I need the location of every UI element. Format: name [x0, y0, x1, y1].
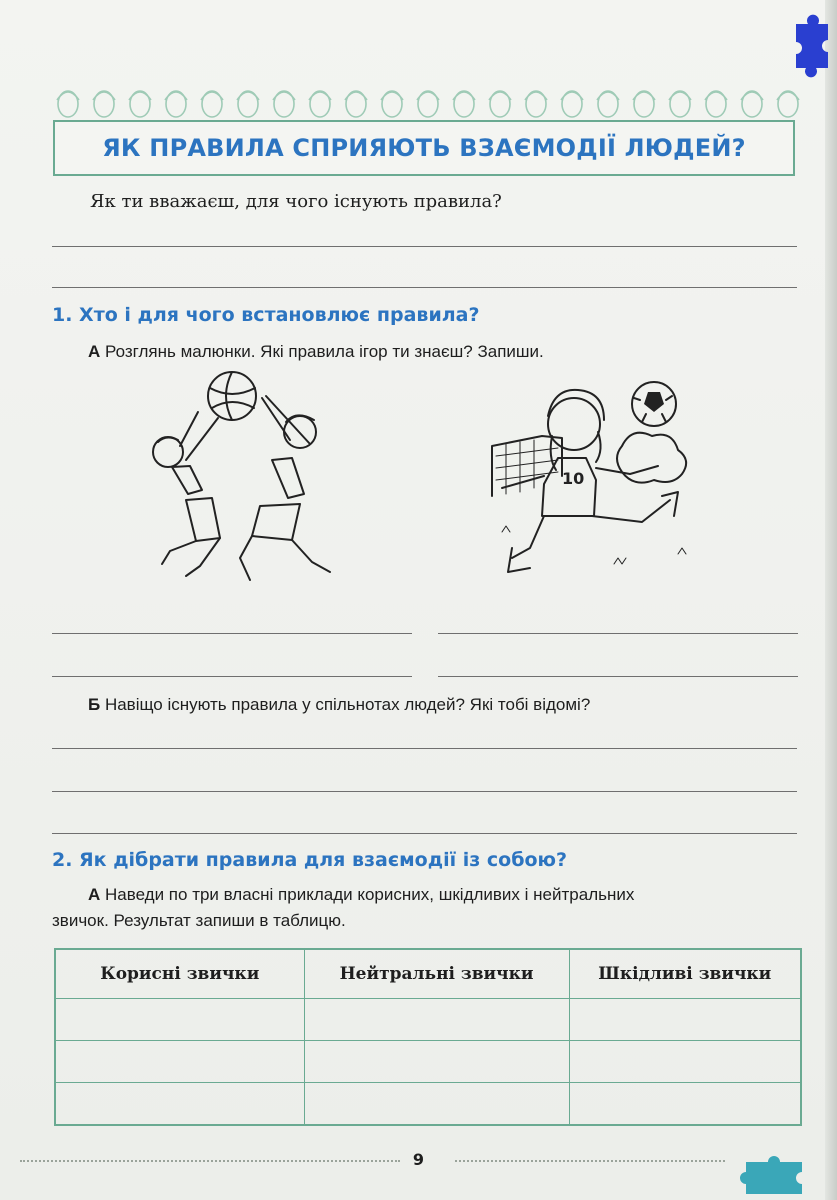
- faces-decoration: [50, 84, 810, 120]
- section1-heading: 1. Хто і для чого встановлює правила?: [52, 304, 480, 326]
- page-edge: [825, 0, 837, 1200]
- face-hair: [273, 92, 295, 100]
- face-hair: [489, 92, 511, 100]
- answer-line-left[interactable]: [52, 676, 412, 677]
- task-letter: А: [88, 342, 101, 361]
- intro-question: Як ти вважаєш, для чого існують правила?: [90, 191, 502, 212]
- page-title: ЯК ПРАВИЛА СПРИЯЮТЬ ВЗАЄМОДІЇ ЛЮДЕЙ?: [102, 134, 746, 162]
- section2-heading: 2. Як дібрати правила для взаємодії із собою?: [52, 849, 568, 871]
- habits-table: [54, 948, 802, 1126]
- table-row: [55, 1083, 801, 1126]
- task-2a-line1: Наведи по три власні приклади корисних, шкідливих і нейтральних: [105, 885, 635, 904]
- table-cell[interactable]: [304, 999, 569, 1041]
- face-hair: [453, 92, 475, 100]
- table-cell[interactable]: [569, 1083, 801, 1126]
- answer-line-left[interactable]: [52, 633, 412, 634]
- header-neutral-habits: Нейтральні звички: [304, 949, 569, 999]
- face-hair: [129, 92, 151, 100]
- answer-line[interactable]: [52, 833, 797, 834]
- face-hair: [93, 92, 115, 100]
- table-cell[interactable]: [304, 1083, 569, 1126]
- football-girl-illustration: [482, 376, 712, 586]
- table-header-row: [55, 949, 801, 999]
- face-hair: [633, 92, 655, 100]
- face-hair: [525, 92, 547, 100]
- task-1b-text: Навіщо існують правила у спільнотах людей? Які тобі відомі?: [104, 695, 591, 714]
- table-cell[interactable]: [569, 1041, 801, 1083]
- face-hair: [309, 92, 331, 100]
- face-hair: [165, 92, 187, 100]
- face-hair: [561, 92, 583, 100]
- answer-line[interactable]: [52, 246, 797, 247]
- table-cell[interactable]: [569, 999, 801, 1041]
- face-hair: [201, 92, 223, 100]
- task-1b: [88, 695, 590, 715]
- table-cell[interactable]: [55, 1083, 304, 1126]
- task-letter: А: [88, 885, 101, 904]
- puzzle-piece-top-icon: [788, 14, 834, 78]
- table-cell[interactable]: [55, 1041, 304, 1083]
- answer-line[interactable]: [52, 748, 797, 749]
- table-cell[interactable]: [304, 1041, 569, 1083]
- basketball-players-illustration: [140, 366, 350, 591]
- answer-line[interactable]: [52, 791, 797, 792]
- task-2a: [88, 885, 634, 905]
- task-1a: [88, 342, 544, 362]
- jersey-number: 10: [562, 469, 585, 488]
- face-hair: [705, 92, 727, 100]
- face-hair: [669, 92, 691, 100]
- answer-line-right[interactable]: [438, 676, 798, 677]
- task-letter: Б: [88, 695, 101, 714]
- answer-line-right[interactable]: [438, 633, 798, 634]
- face-hair: [57, 92, 79, 100]
- task-1a-text: Розглянь малюнки. Які правила ігор ти знаєш? Запиши.: [105, 342, 544, 361]
- puzzle-piece-bottom-icon: [740, 1152, 820, 1196]
- face-hair: [597, 92, 619, 100]
- title-box: [53, 120, 795, 176]
- header-useful-habits: Корисні звички: [55, 949, 304, 999]
- face-hair: [777, 92, 799, 100]
- table-row: [55, 999, 801, 1041]
- face-hair: [381, 92, 403, 100]
- header-harmful-habits: Шкідливі звички: [569, 949, 801, 999]
- table-row: [55, 1041, 801, 1083]
- face-hair: [741, 92, 763, 100]
- face-hair: [345, 92, 367, 100]
- answer-line[interactable]: [52, 287, 797, 288]
- face-hair: [237, 92, 259, 100]
- page-number: 9: [412, 1150, 425, 1169]
- footer-divider: [455, 1160, 725, 1162]
- face-hair: [417, 92, 439, 100]
- table-cell[interactable]: [55, 999, 304, 1041]
- task-2a-line2: звичок. Результат запиши в таблицю.: [52, 911, 346, 930]
